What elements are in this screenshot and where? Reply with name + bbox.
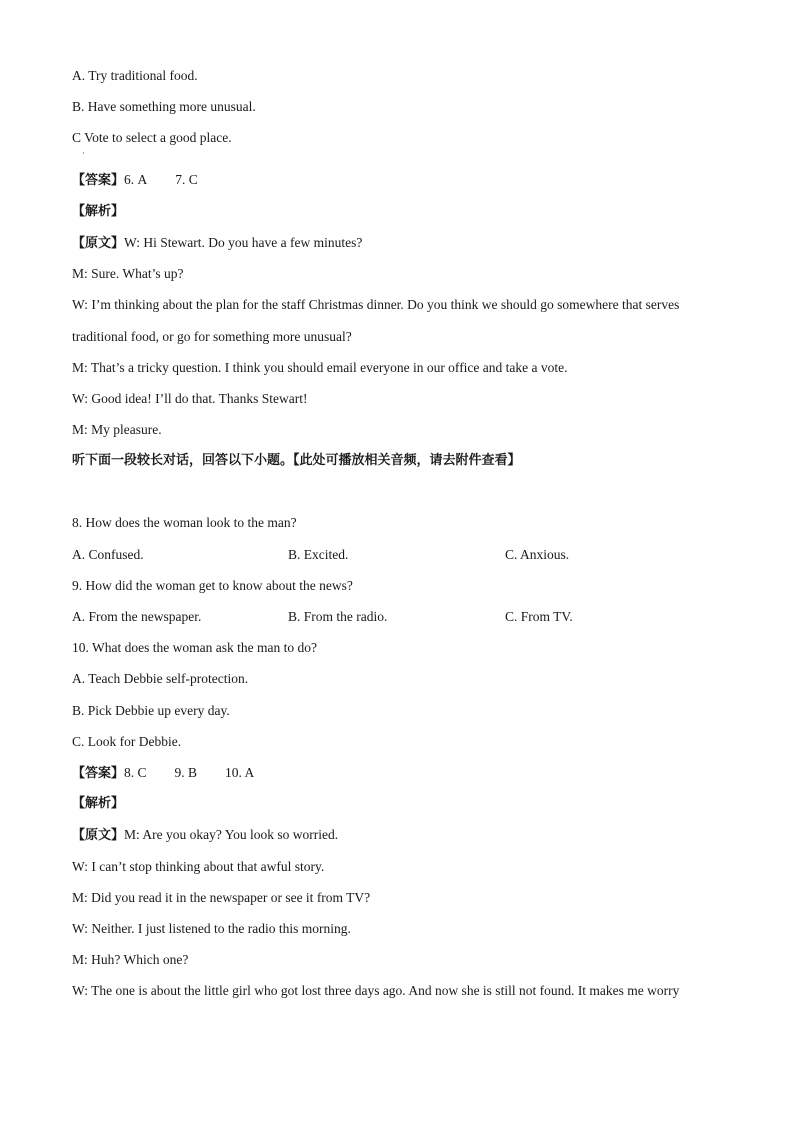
question-option: A. Confused. (72, 547, 144, 562)
question-option: B. Excited. (288, 547, 349, 562)
analysis-heading-2: 【解析】 (72, 796, 125, 811)
transcript-line: M: Sure. What’s up? (72, 266, 184, 281)
transcript-line: M: That’s a tricky question. I think you should email everyone in our office and take a vote. (72, 360, 568, 375)
analysis-heading-1: 【解析】 (72, 204, 125, 219)
answer-line-1 (72, 171, 198, 190)
answer-item: 10. A (225, 765, 255, 780)
transcript-line: W: I can’t stop thinking about that awful story. (72, 859, 325, 874)
question-option: B. Pick Debbie up every day. (72, 703, 230, 718)
option-a: A. Try traditional food. (72, 68, 198, 83)
transcript-line: W: The one is about the little girl who got lost three days ago. And now she is still not found. It makes me worry (72, 983, 680, 998)
transcript-tag: 【原文】 (72, 236, 125, 251)
transcript-line: W: I’m thinking about the plan for the staff Christmas dinner. Do you think we should go somewhere that serves (72, 297, 680, 312)
option-b: B. Have something more unusual. (72, 99, 256, 114)
transcript-line: M: Huh? Which one? (72, 952, 189, 967)
transcript-text: W: Hi Stewart. Do you have a few minutes? (124, 235, 363, 250)
answer-item: 9. B (174, 765, 198, 780)
transcript-line: traditional food, or go for something more unusual? (72, 329, 352, 344)
question-stem: 10. What does the woman ask the man to do? (72, 640, 317, 655)
transcript-line: M: My pleasure. (72, 422, 162, 437)
answer-item: 7. C (175, 172, 198, 187)
stray-dot: · (82, 149, 85, 158)
answer-tag: 【答案】 (72, 766, 125, 781)
transcript-text: M: Are you okay? You look so worried. (124, 827, 339, 842)
answer-item: 6. A (124, 172, 148, 187)
question-option: B. From the radio. (288, 609, 388, 624)
question-stem: 9. How did the woman get to know about the news? (72, 578, 353, 593)
listening-instruction: 听下面一段较长对话，回答以下小题。【此处可播放相关音频，请去附件查看】 (72, 453, 521, 468)
transcript-line: W: Neither. I just listened to the radio this morning. (72, 921, 351, 936)
transcript-line: M: Did you read it in the newspaper or see it from TV? (72, 890, 371, 905)
option-c: C Vote to select a good place. (72, 130, 232, 145)
transcript-line: W: Good idea! I’ll do that. Thanks Stewart! (72, 391, 308, 406)
question-option: C. From TV. (505, 609, 573, 624)
answer-line-2 (72, 764, 254, 783)
question-option: C. Anxious. (505, 547, 570, 562)
question-option: C. Look for Debbie. (72, 734, 182, 749)
transcript-line (72, 826, 338, 845)
question-stem: 8. How does the woman look to the man? (72, 515, 297, 530)
transcript-tag: 【原文】 (72, 828, 125, 843)
answer-item: 8. C (124, 765, 147, 780)
transcript-line (72, 234, 362, 253)
question-option: A. From the newspaper. (72, 609, 202, 624)
question-option: A. Teach Debbie self-protection. (72, 671, 249, 686)
answer-tag: 【答案】 (72, 173, 125, 188)
